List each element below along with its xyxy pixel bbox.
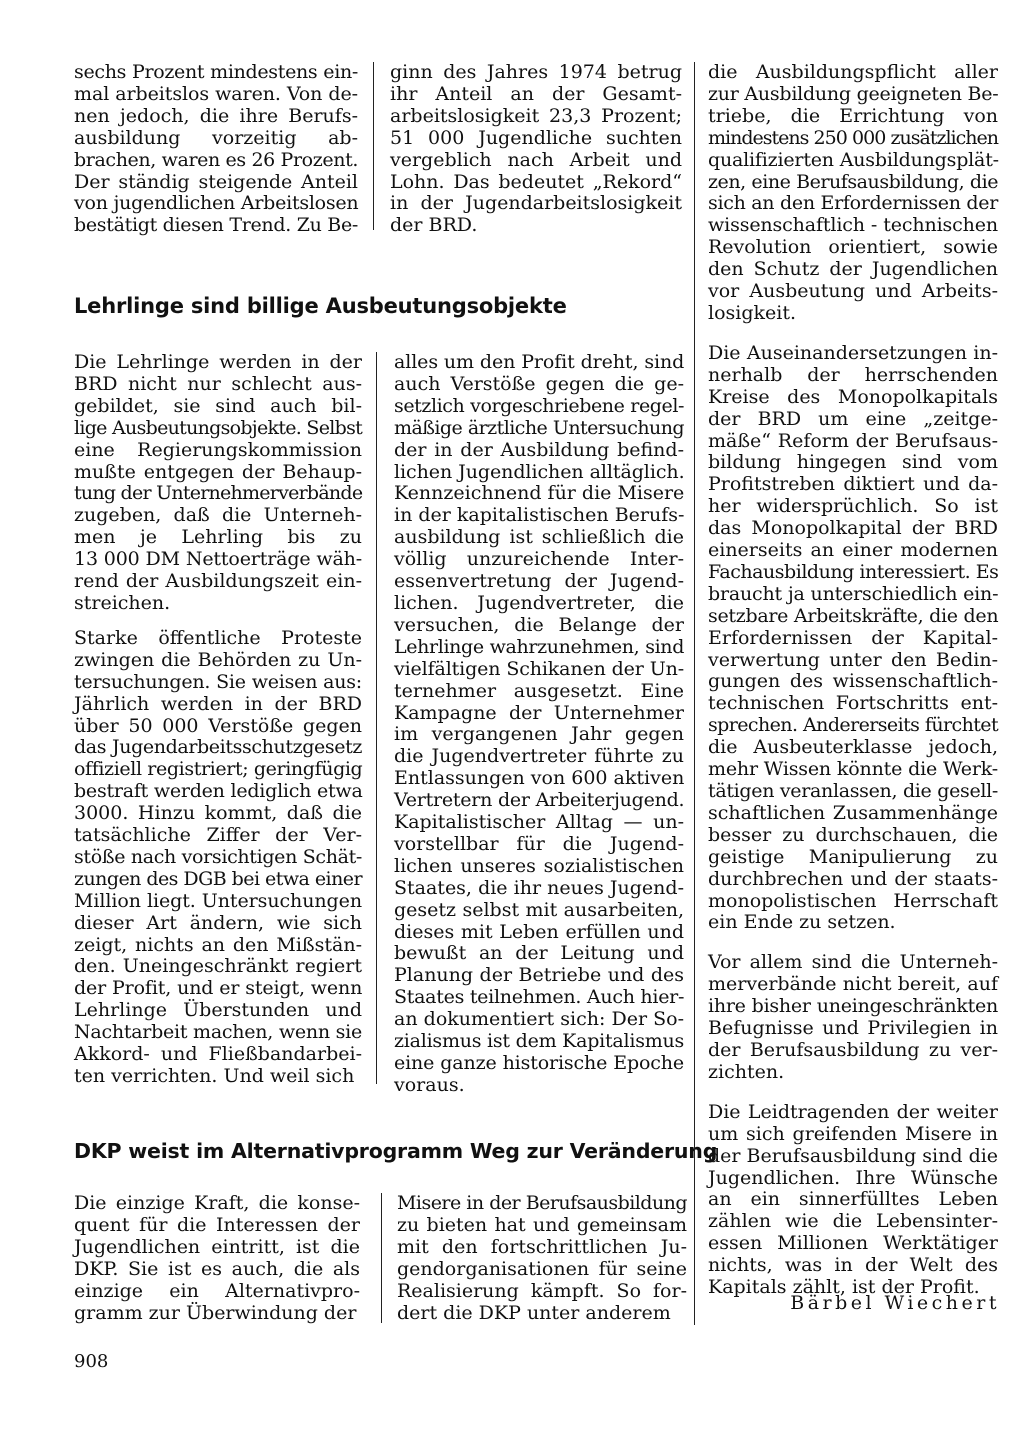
- text-line: bildung hingegen sind vom: [708, 451, 998, 474]
- right-paragraph-2: [708, 343, 998, 934]
- text-line: Erfordernissen der Kapital-: [708, 626, 998, 649]
- text-line: mäße“ Reform der Berufsaus-: [708, 429, 998, 452]
- text-line: vor Ausbeutung und Arbeits-: [708, 280, 998, 303]
- text-line: gendorganisationen für seine: [397, 1257, 687, 1280]
- text-line: Lohn. Das bedeutet „Rekord“: [390, 170, 682, 193]
- text-line: ausbildung ist schließlich die: [394, 526, 684, 549]
- text-line: rend der Ausbildungszeit ein-: [74, 570, 362, 593]
- section1-paragraph-1: [74, 352, 362, 615]
- text-line: setzlich vorgeschriebene regel-: [394, 394, 684, 417]
- text-line: zungen des DGB bei etwa einer: [74, 867, 362, 890]
- text-line: technischen Fortschritts ent-: [708, 692, 998, 715]
- text-line: dieser Art ändern, wie sich: [74, 911, 362, 934]
- text-line: lichen unseres sozialistischen: [394, 854, 684, 877]
- text-line: lichen. Jugendvertreter, die: [394, 591, 684, 614]
- text-line: Entlassungen von 600 aktiven: [394, 767, 685, 790]
- text-line: voraus.: [394, 1073, 465, 1096]
- text-line: 13 000 DM Nettoerträge wäh-: [74, 548, 362, 571]
- text-line: Jugendlichen. Ihre Wünsche: [708, 1166, 998, 1189]
- text-line: zeigt, nichts an den Mißstän-: [74, 933, 362, 956]
- text-line: ten verrichten. Und weil sich: [74, 1065, 355, 1087]
- text-line: vorstellbar für die Jugend-: [394, 832, 684, 855]
- section2-column-1: [74, 1193, 360, 1324]
- text-line: in der Jugendarbeitslosigkeit: [390, 192, 682, 215]
- text-line: der Berufsausbildung sind die: [708, 1144, 999, 1167]
- text-line: völlig unzureichende Inter-: [394, 548, 684, 571]
- text-line: gungen des wissenschaftlich-: [708, 670, 998, 693]
- text-line: Lehrlinge Überstunden und: [74, 999, 362, 1022]
- text-line: mäßige ärztliche Untersuchung: [394, 416, 684, 439]
- author-signature: Bärbel Wiechert: [790, 1292, 1000, 1314]
- text-line: streichen.: [74, 591, 171, 614]
- text-line: das Monopolkapital der BRD: [708, 517, 998, 540]
- section1-paragraph-2: [74, 628, 362, 1088]
- text-line: gramm zur Überwindung der: [74, 1301, 357, 1324]
- text-line: das Jugendarbeitsschutzgesetz: [74, 736, 362, 759]
- text-line: ternehmer ausgesetzt. Eine: [394, 679, 684, 702]
- text-line: an ein sinnerfülltes Leben: [708, 1188, 998, 1211]
- text-line: eine Regierungskommission: [74, 438, 362, 461]
- text-line: der BRD.: [390, 214, 478, 237]
- right-paragraph-4: [708, 1102, 998, 1299]
- text-line: im vergangenen Jahr gegen: [394, 723, 684, 746]
- text-line: zichten.: [708, 1060, 785, 1083]
- text-line: qualifizierten Ausbildungsplät-: [708, 148, 999, 171]
- text-line: mal arbeitslos waren. Von de-: [74, 82, 358, 105]
- column-rule-section1: [376, 352, 377, 1084]
- text-line: gebildet, sie sind auch bil-: [74, 394, 362, 417]
- text-line: braucht ja unterschiedlich ein-: [708, 582, 999, 605]
- text-line: bestätigt diesen Trend. Zu Be-: [74, 214, 359, 237]
- section1-column-1: [74, 352, 362, 1088]
- text-line: DKP. Sie ist es auch, die als: [74, 1257, 360, 1280]
- text-line: Realisierung kämpft. So for-: [397, 1279, 687, 1302]
- text-line: ein Ende zu setzen.: [708, 911, 896, 934]
- text-line: essenvertretung der Jugend-: [394, 570, 684, 593]
- text-line: zen, eine Berufsausbildung, die: [708, 170, 998, 193]
- text-line: Kapitals zählt, ist der Profit.: [708, 1276, 980, 1299]
- text-line: losigkeit.: [708, 301, 797, 324]
- text-line: einerseits an einer modernen: [708, 539, 998, 562]
- text-line: zur Ausbildung geeigneten Be-: [708, 82, 999, 105]
- text-line: zwingen die Behörden zu Un-: [74, 648, 362, 671]
- text-line: vergeblich nach Arbeit und: [390, 148, 682, 171]
- text-line: die Jugendvertreter führte zu: [394, 745, 684, 768]
- text-line: auch Verstöße gegen die ge-: [394, 372, 684, 395]
- text-line: einzige ein Alternativpro-: [74, 1279, 360, 1302]
- text-line: setzbare Arbeitskräfte, die den: [708, 604, 999, 627]
- text-line: nichts, was in der Welt des: [708, 1254, 998, 1277]
- text-line: tatsächliche Ziffer der Ver-: [74, 824, 362, 847]
- text-line: ihr Anteil an der Gesamt-: [390, 82, 682, 105]
- text-line: Planung der Betriebe und des: [394, 964, 684, 987]
- text-line: zialismus ist dem Kapitalismus: [394, 1030, 685, 1053]
- column-rule-top: [373, 62, 374, 230]
- text-line: besser zu durchschauen, die: [708, 823, 998, 846]
- section-heading-dkp: DKP weist im Alternativprogramm Weg zur Veränderung: [74, 1139, 718, 1163]
- text-line: vielfältigen Schikanen der Un-: [394, 657, 684, 680]
- text-line: Die Auseinandersetzungen in-: [708, 341, 998, 364]
- text-line: Fachausbildung interessiert. Es: [708, 560, 999, 583]
- page-number: 908: [74, 1351, 109, 1372]
- text-line: Lehrlinge wahrzunehmen, sind: [394, 635, 684, 658]
- text-line: Akkord- und Fließbandarbei-: [74, 1043, 362, 1066]
- text-line: der in der Ausbildung befind-: [394, 438, 684, 461]
- text-line: geistige Manipulierung zu: [708, 845, 998, 868]
- text-line: mußte entgegen der Behaup-: [74, 460, 362, 483]
- text-line: ausbildung vorzeitig ab-: [74, 126, 358, 149]
- text-line: quent für die Interessen der: [74, 1213, 360, 1236]
- text-line: bestraft werden lediglich etwa: [74, 780, 363, 803]
- text-line: Vor allem sind die Unterneh-: [708, 951, 998, 974]
- text-line: tung der Unternehmerverbände: [74, 482, 363, 505]
- text-line: Jugendlichen eintritt, ist die: [74, 1235, 360, 1258]
- text-line: Staates teilnehmen. Auch hier-: [394, 986, 685, 1009]
- text-line: in der kapitalistischen Berufs-: [394, 504, 685, 527]
- text-line: Staates, die ihr neues Jugend-: [394, 876, 684, 899]
- text-line: tätigen veranlassen, die gesell-: [708, 780, 999, 802]
- text-line: zugeben, daß die Unterneh-: [74, 504, 362, 527]
- text-line: dert die DKP unter anderem: [397, 1301, 671, 1324]
- text-line: von jugendlichen Arbeitslosen: [74, 192, 359, 215]
- text-line: die Ausbeuterklasse jedoch,: [708, 736, 998, 759]
- text-line: 51 000 Jugendliche suchten: [390, 126, 682, 149]
- column-rule-section2: [381, 1193, 382, 1323]
- text-line: Kreise des Monopolkapitals: [708, 385, 998, 408]
- text-line: schaftlichen Zusammenhänge: [708, 801, 998, 824]
- text-line: wissenschaftlich - technischen: [708, 214, 998, 237]
- text-line: alles um den Profit dreht, sind: [394, 351, 685, 373]
- text-line: die Ausbildungspflicht aller: [708, 61, 998, 83]
- text-line: an dokumentiert sich: Der So-: [394, 1008, 684, 1031]
- text-line: Starke öffentliche Proteste: [74, 626, 362, 649]
- text-line: tersuchungen. Sie weisen aus:: [74, 670, 362, 693]
- text-line: sich an den Erfordernissen der: [708, 192, 998, 215]
- section-heading-lehrlinge: Lehrlinge sind billige Ausbeutungsobjekte: [74, 294, 567, 318]
- text-line: dieses mit Leben erfüllen und: [394, 920, 684, 943]
- text-line: sprechen. Andererseits fürchtet: [708, 714, 998, 737]
- text-line: der Berufsausbildung zu ver-: [708, 1038, 998, 1061]
- text-line: offiziell registriert; geringfügig: [74, 758, 363, 781]
- text-line: durchbrechen und der staats-: [708, 867, 998, 890]
- text-line: essen Millionen Werktätiger: [708, 1232, 998, 1255]
- text-line: Die einzige Kraft, die konse-: [74, 1192, 360, 1214]
- right-paragraph-3: [708, 952, 998, 1083]
- text-line: triebe, die Errichtung von: [708, 104, 998, 127]
- section2-column-2: [397, 1193, 687, 1324]
- text-line: Revolution orientiert, sowie: [708, 236, 998, 259]
- text-line: Der ständig steigende Anteil: [74, 170, 358, 193]
- text-line: mehr Wissen könnte die Werk-: [708, 758, 998, 781]
- text-line: den. Uneingeschränkt regiert: [74, 955, 362, 978]
- text-line: der BRD um eine „zeitge-: [708, 407, 998, 430]
- text-line: mit den fortschrittlichen Ju-: [397, 1235, 687, 1258]
- text-line: eine ganze historische Epoche: [394, 1052, 684, 1074]
- text-line: men je Lehrling bis zu: [74, 526, 362, 549]
- text-line: Jährlich werden in der BRD: [74, 692, 362, 715]
- top-column-2: [390, 62, 682, 237]
- text-line: über 50 000 Verstöße gegen: [74, 714, 362, 737]
- text-line: brachen, waren es 26 Prozent.: [74, 148, 358, 171]
- text-line: Million liegt. Untersuchungen: [74, 889, 362, 912]
- right-paragraph-1: [708, 62, 998, 325]
- text-line: monopolistischen Herrschaft: [708, 889, 998, 912]
- right-column: [708, 62, 998, 1299]
- text-line: Die Lehrlinge werden in der: [74, 351, 362, 373]
- text-line: um sich greifenden Misere in: [708, 1122, 998, 1145]
- text-line: Profitstreben diktiert und da-: [708, 473, 998, 496]
- text-line: nerhalb der herrschenden: [708, 363, 998, 386]
- text-line: Vertretern der Arbeiterjugend.: [394, 789, 685, 812]
- text-line: arbeitslosigkeit 23,3 Prozent;: [390, 104, 682, 127]
- text-line: zu bieten hat und gemeinsam: [397, 1213, 687, 1236]
- text-line: merverbände nicht bereit, auf: [708, 973, 998, 996]
- text-line: sechs Prozent mindestens ein-: [74, 61, 358, 83]
- column-rule-right: [694, 62, 695, 1325]
- text-line: Nachtarbeit machen, wenn sie: [74, 1021, 362, 1044]
- text-line: ihre bisher uneingeschränkten: [708, 995, 998, 1018]
- text-line: Kapitalistischer Alltag — un-: [394, 811, 684, 834]
- text-line: stöße nach vorsichtigen Schät-: [74, 845, 363, 868]
- text-line: mindestens 250 000 zusätzlichen: [708, 126, 998, 149]
- text-line: gesetz selbst mit ausarbeiten,: [394, 898, 684, 921]
- text-line: lige Ausbeutungsobjekte. Selbst: [74, 416, 363, 439]
- text-line: Kampagne der Unternehmer: [394, 701, 684, 724]
- text-line: ginn des Jahres 1974 betrug: [390, 61, 682, 83]
- text-line: lichen Jugendlichen alltäglich.: [394, 460, 685, 483]
- section1-column-2: [394, 352, 684, 1097]
- top-column-1: [74, 62, 358, 237]
- text-line: zählen wie die Lebensinter-: [708, 1210, 998, 1233]
- text-line: her widersprüchlich. So ist: [708, 495, 998, 518]
- text-line: nen jedoch, die ihre Berufs-: [74, 104, 358, 127]
- text-line: bewußt an der Leitung und: [394, 942, 684, 965]
- text-line: Befugnisse und Privilegien in: [708, 1017, 998, 1040]
- text-line: 3000. Hinzu kommt, daß die: [74, 802, 362, 825]
- text-line: der Profit, und er steigt, wenn: [74, 977, 363, 1000]
- text-line: BRD nicht nur schlecht aus-: [74, 372, 362, 395]
- text-line: versuchen, die Belange der: [394, 613, 684, 636]
- text-line: Kennzeichnend für die Misere: [394, 482, 685, 505]
- text-line: verwertung unter den Bedin-: [708, 648, 998, 671]
- text-line: Die Leidtragenden der weiter: [708, 1100, 998, 1123]
- text-line: den Schutz der Jugendlichen: [708, 258, 998, 281]
- text-line: Misere in der Berufsausbildung: [397, 1192, 687, 1214]
